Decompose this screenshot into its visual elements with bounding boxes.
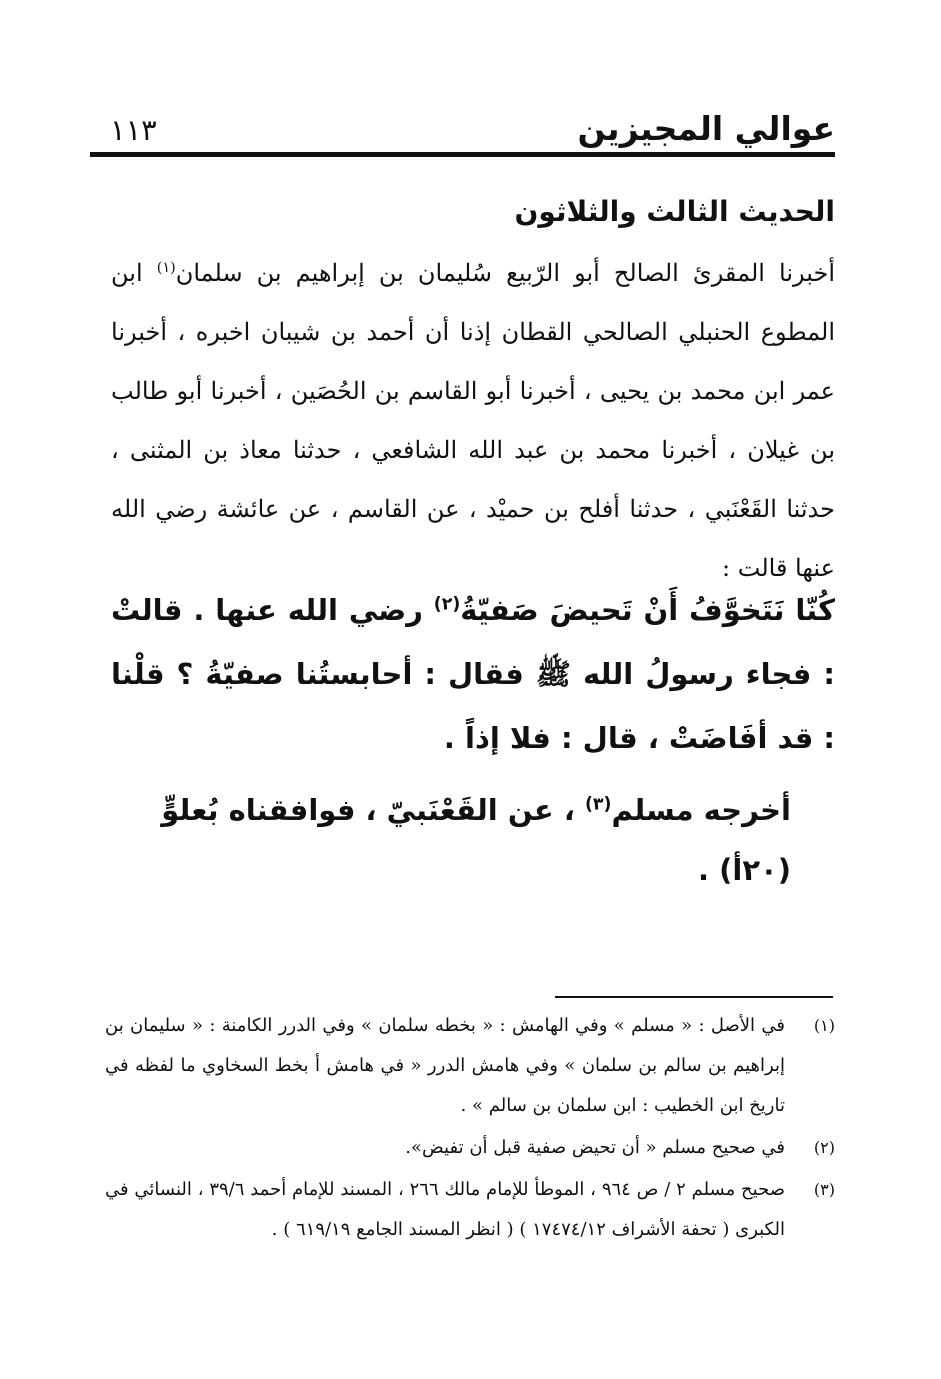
- isnad-text: أخبرنا المقرئ الصالح أبو الرّبيع سُليمان بن إبراهيم بن سلمان: [175, 259, 835, 287]
- hadith-matn: [111, 578, 835, 770]
- footnote-1: [105, 1006, 835, 1126]
- takhrij-line: [111, 780, 791, 900]
- page-number: ١١٣: [110, 113, 157, 147]
- footnote-ref-1: (١): [156, 260, 176, 276]
- footnote-text: صحيح مسلم ٢ / ص ٩٦٤ ، الموطأ للإمام مالك ٢٦٦ ، المسند للإمام أحمد ٣٩/٦ ، النسائي في الكبرى ( تحفة الأشراف ١٧٤٧٤/١٢ ) ( انظر المسند الجامع ٦١٩/١٩ ) .: [105, 1179, 786, 1240]
- footnote-ref-3: (٣): [584, 794, 612, 815]
- footnote-rule: [555, 996, 833, 998]
- isnad-paragraph: [111, 244, 835, 598]
- footnote-3: [105, 1170, 835, 1250]
- footnote-2: [105, 1128, 835, 1168]
- isnad-text-cont: ابن المطوع الحنبلي الصالحي القطان إذنا أن أحمد بن شيبان اخبره ، أخبرنا عمر ابن محمد بن يحيى ، أخبرنا أبو القاسم بن الحُصَين ، أخبرنا أبو طالب بن غيلان ، أخبرنا محمد بن عبد الله الشافعي ، حدثنا معاذ بن المثنى ، حدثنا القَعْنَبي ، حدثنا أفلح بن حميْد ، عن القاسم ، عن عائشة رضي الله عنها قالت :: [111, 259, 835, 582]
- footnote-marker: (١): [813, 1016, 835, 1035]
- footnotes: [105, 1006, 835, 1252]
- footnote-marker: (٢): [813, 1138, 835, 1157]
- takhrij-part-2: ، عن القَعْنَبيّ ، فوافقناه بُعلوٍّ (٢٠أ) .: [161, 793, 791, 887]
- footnote-text: في صحيح مسلم « أن تحيض صفية قبل أن تفيض».: [405, 1137, 785, 1158]
- takhrij-part-1: أخرجه مسلم: [611, 793, 791, 827]
- footnote-ref-2: (٢): [433, 594, 461, 615]
- footnote-text: في الأصل : « مسلم » وفي الهامش : « بخطه سلمان » وفي الدرر الكامنة : « سليمان بن إبراهيم بن سالم بن سلمان » وفي هامش الدرر « في هامش أ بخط السخاوي ما لفظه في تاريخ ابن الخطيب : ابن سلمان بن سالم » .: [105, 1015, 785, 1116]
- running-title: عوالي المجيزين: [577, 109, 835, 148]
- header-rule: [90, 152, 835, 157]
- hadith-part-1: كُنّا نَتَخوَّفُ أَنْ تَحيضَ صَفيّةُ: [460, 593, 835, 627]
- hadith-part-2: رضي الله عنها . قالتْ : فجاء رسولُ الله ﷺ فقال : أحابستُنا صفيّةُ ؟ قلْنا : قد أفَاضَتْ ، قال : فلا إذاً .: [111, 593, 835, 755]
- page-header: [90, 108, 835, 158]
- chapter-heading: الحديث الثالث والثلاثون: [514, 195, 835, 228]
- footnote-marker: (٣): [813, 1180, 835, 1199]
